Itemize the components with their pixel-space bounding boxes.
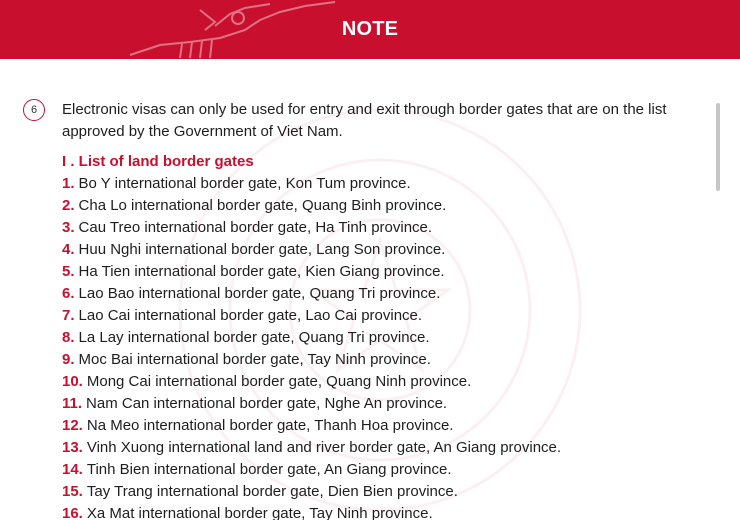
list-item: [62, 217, 561, 239]
list-item-text: Nam Can international border gate, Nghe An province.: [86, 395, 448, 412]
scrollbar[interactable]: [716, 103, 720, 191]
list-item: [62, 415, 561, 437]
list-item: [62, 173, 561, 195]
section-title: I . List of land border gates: [62, 153, 254, 170]
list-item: [62, 393, 561, 415]
list-item-text: Mong Cai international border gate, Quang Ninh province.: [86, 373, 472, 390]
list-item-number: 10.: [62, 373, 83, 390]
list-item: [62, 283, 561, 305]
list-item-number: 11.: [62, 395, 83, 412]
list-item-text: Huu Nghi international border gate, Lang Son province.: [78, 241, 446, 258]
list-item-number: 7.: [62, 307, 75, 324]
list-item: [62, 327, 561, 349]
list-item: [62, 305, 561, 327]
list-item-text: Ha Tien international border gate, Kien Giang province.: [78, 263, 445, 280]
list-item-number: 9.: [62, 351, 75, 368]
list-item-text: Vinh Xuong international land and river border gate, An Giang province.: [86, 439, 562, 456]
list-item-text: Moc Bai international border gate, Tay Ninh province.: [78, 351, 431, 368]
note-number-badge: 6: [23, 99, 45, 121]
list-item-number: 6.: [62, 285, 75, 302]
list-item: [62, 261, 561, 283]
header-bar: [0, 0, 740, 59]
list-item: [62, 349, 561, 371]
note-text: Electronic visas can only be used for entry and exit through border gates that are on the list approved by the Government of Viet Nam.: [62, 101, 667, 140]
list-item-text: Na Meo international border gate, Thanh Hoa province.: [86, 417, 454, 434]
list-item-number: 12.: [62, 417, 83, 434]
list-item-number: 2.: [62, 197, 75, 214]
list-item-number: 1.: [62, 175, 75, 192]
list-item-number: 8.: [62, 329, 75, 346]
list-item-number: 15.: [62, 483, 83, 500]
list-item: [62, 195, 561, 217]
list-item: [62, 503, 561, 520]
list-item: [62, 481, 561, 503]
list-item-number: 3.: [62, 219, 75, 236]
list-item-text: Lao Cai international border gate, Lao Cai province.: [78, 307, 423, 324]
list-item-text: Xa Mat international border gate, Tay Ninh province.: [86, 505, 433, 520]
list-item: [62, 459, 561, 481]
list-item-text: Cha Lo international border gate, Quang Binh province.: [78, 197, 447, 214]
list-item-number: 4.: [62, 241, 75, 258]
note-content: [0, 59, 740, 520]
page-title: NOTE: [341, 18, 399, 40]
list-item-text: La Lay international border gate, Quang Tri province.: [78, 329, 430, 346]
list-item-number: 5.: [62, 263, 75, 280]
list-item-text: Tay Trang international border gate, Dien Bien province.: [86, 483, 458, 500]
list-item-number: 13.: [62, 439, 83, 456]
list-item-number: 14.: [62, 461, 83, 478]
list-item-text: Bo Y international border gate, Kon Tum province.: [78, 175, 411, 192]
list-item: [62, 371, 561, 393]
list-item: [62, 437, 561, 459]
list-item-number: 16.: [62, 505, 83, 520]
border-gate-list: [62, 173, 561, 520]
list-item-text: Tinh Bien international border gate, An Giang province.: [86, 461, 452, 478]
list-item-text: Lao Bao international border gate, Quang Tri province.: [78, 285, 441, 302]
list-item-text: Cau Treo international border gate, Ha Tinh province.: [78, 219, 433, 236]
list-item: [62, 239, 561, 261]
